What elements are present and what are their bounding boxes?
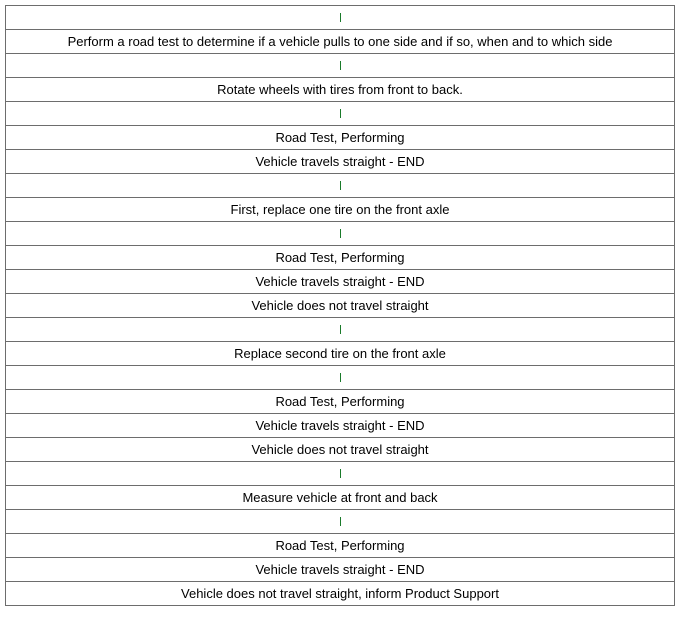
connector-cell — [6, 174, 675, 198]
flow-row — [6, 582, 675, 606]
connector-cell — [6, 102, 675, 126]
step-cell: Replace second tire on the front axle — [6, 342, 675, 366]
flow-row — [6, 294, 675, 318]
flow-row — [6, 6, 675, 30]
flow-row — [6, 54, 675, 78]
step-cell: Vehicle does not travel straight — [6, 294, 675, 318]
step-cell: Vehicle does not travel straight, inform Product Support — [6, 582, 675, 606]
connector-cell — [6, 54, 675, 78]
step-cell: Vehicle travels straight - END — [6, 150, 675, 174]
diagnostic-flowchart-table — [5, 5, 675, 606]
flow-row — [6, 174, 675, 198]
flow-row — [6, 414, 675, 438]
vertical-bar-icon — [340, 109, 341, 118]
flow-row — [6, 366, 675, 390]
flow-row — [6, 198, 675, 222]
step-cell: Road Test, Performing — [6, 246, 675, 270]
step-cell: Road Test, Performing — [6, 390, 675, 414]
flow-row — [6, 246, 675, 270]
flow-row — [6, 126, 675, 150]
step-cell: Vehicle travels straight - END — [6, 270, 675, 294]
vertical-bar-icon — [340, 325, 341, 334]
flow-row — [6, 534, 675, 558]
flow-row — [6, 30, 675, 54]
flow-row — [6, 438, 675, 462]
step-cell: Vehicle travels straight - END — [6, 558, 675, 582]
step-cell: Vehicle does not travel straight — [6, 438, 675, 462]
vertical-bar-icon — [340, 469, 341, 478]
connector-cell — [6, 222, 675, 246]
flow-row — [6, 558, 675, 582]
vertical-bar-icon — [340, 517, 341, 526]
connector-cell — [6, 462, 675, 486]
vertical-bar-icon — [340, 373, 341, 382]
step-cell: Road Test, Performing — [6, 534, 675, 558]
vertical-bar-icon — [340, 13, 341, 22]
step-cell: Perform a road test to determine if a vehicle pulls to one side and if so, when and to which side — [6, 30, 675, 54]
step-cell: Vehicle travels straight - END — [6, 414, 675, 438]
vertical-bar-icon — [340, 229, 341, 238]
flow-row — [6, 150, 675, 174]
vertical-bar-icon — [340, 61, 341, 70]
flow-row — [6, 102, 675, 126]
flow-row — [6, 318, 675, 342]
flow-row — [6, 462, 675, 486]
step-cell: Road Test, Performing — [6, 126, 675, 150]
flow-row — [6, 270, 675, 294]
connector-cell — [6, 510, 675, 534]
connector-cell — [6, 6, 675, 30]
flow-row — [6, 78, 675, 102]
step-cell: Rotate wheels with tires from front to back. — [6, 78, 675, 102]
flow-row — [6, 390, 675, 414]
flow-row — [6, 510, 675, 534]
flowchart-body — [6, 6, 675, 606]
connector-cell — [6, 366, 675, 390]
flow-row — [6, 486, 675, 510]
step-cell: Measure vehicle at front and back — [6, 486, 675, 510]
step-cell: First, replace one tire on the front axle — [6, 198, 675, 222]
vertical-bar-icon — [340, 181, 341, 190]
flow-row — [6, 222, 675, 246]
connector-cell — [6, 318, 675, 342]
flow-row — [6, 342, 675, 366]
